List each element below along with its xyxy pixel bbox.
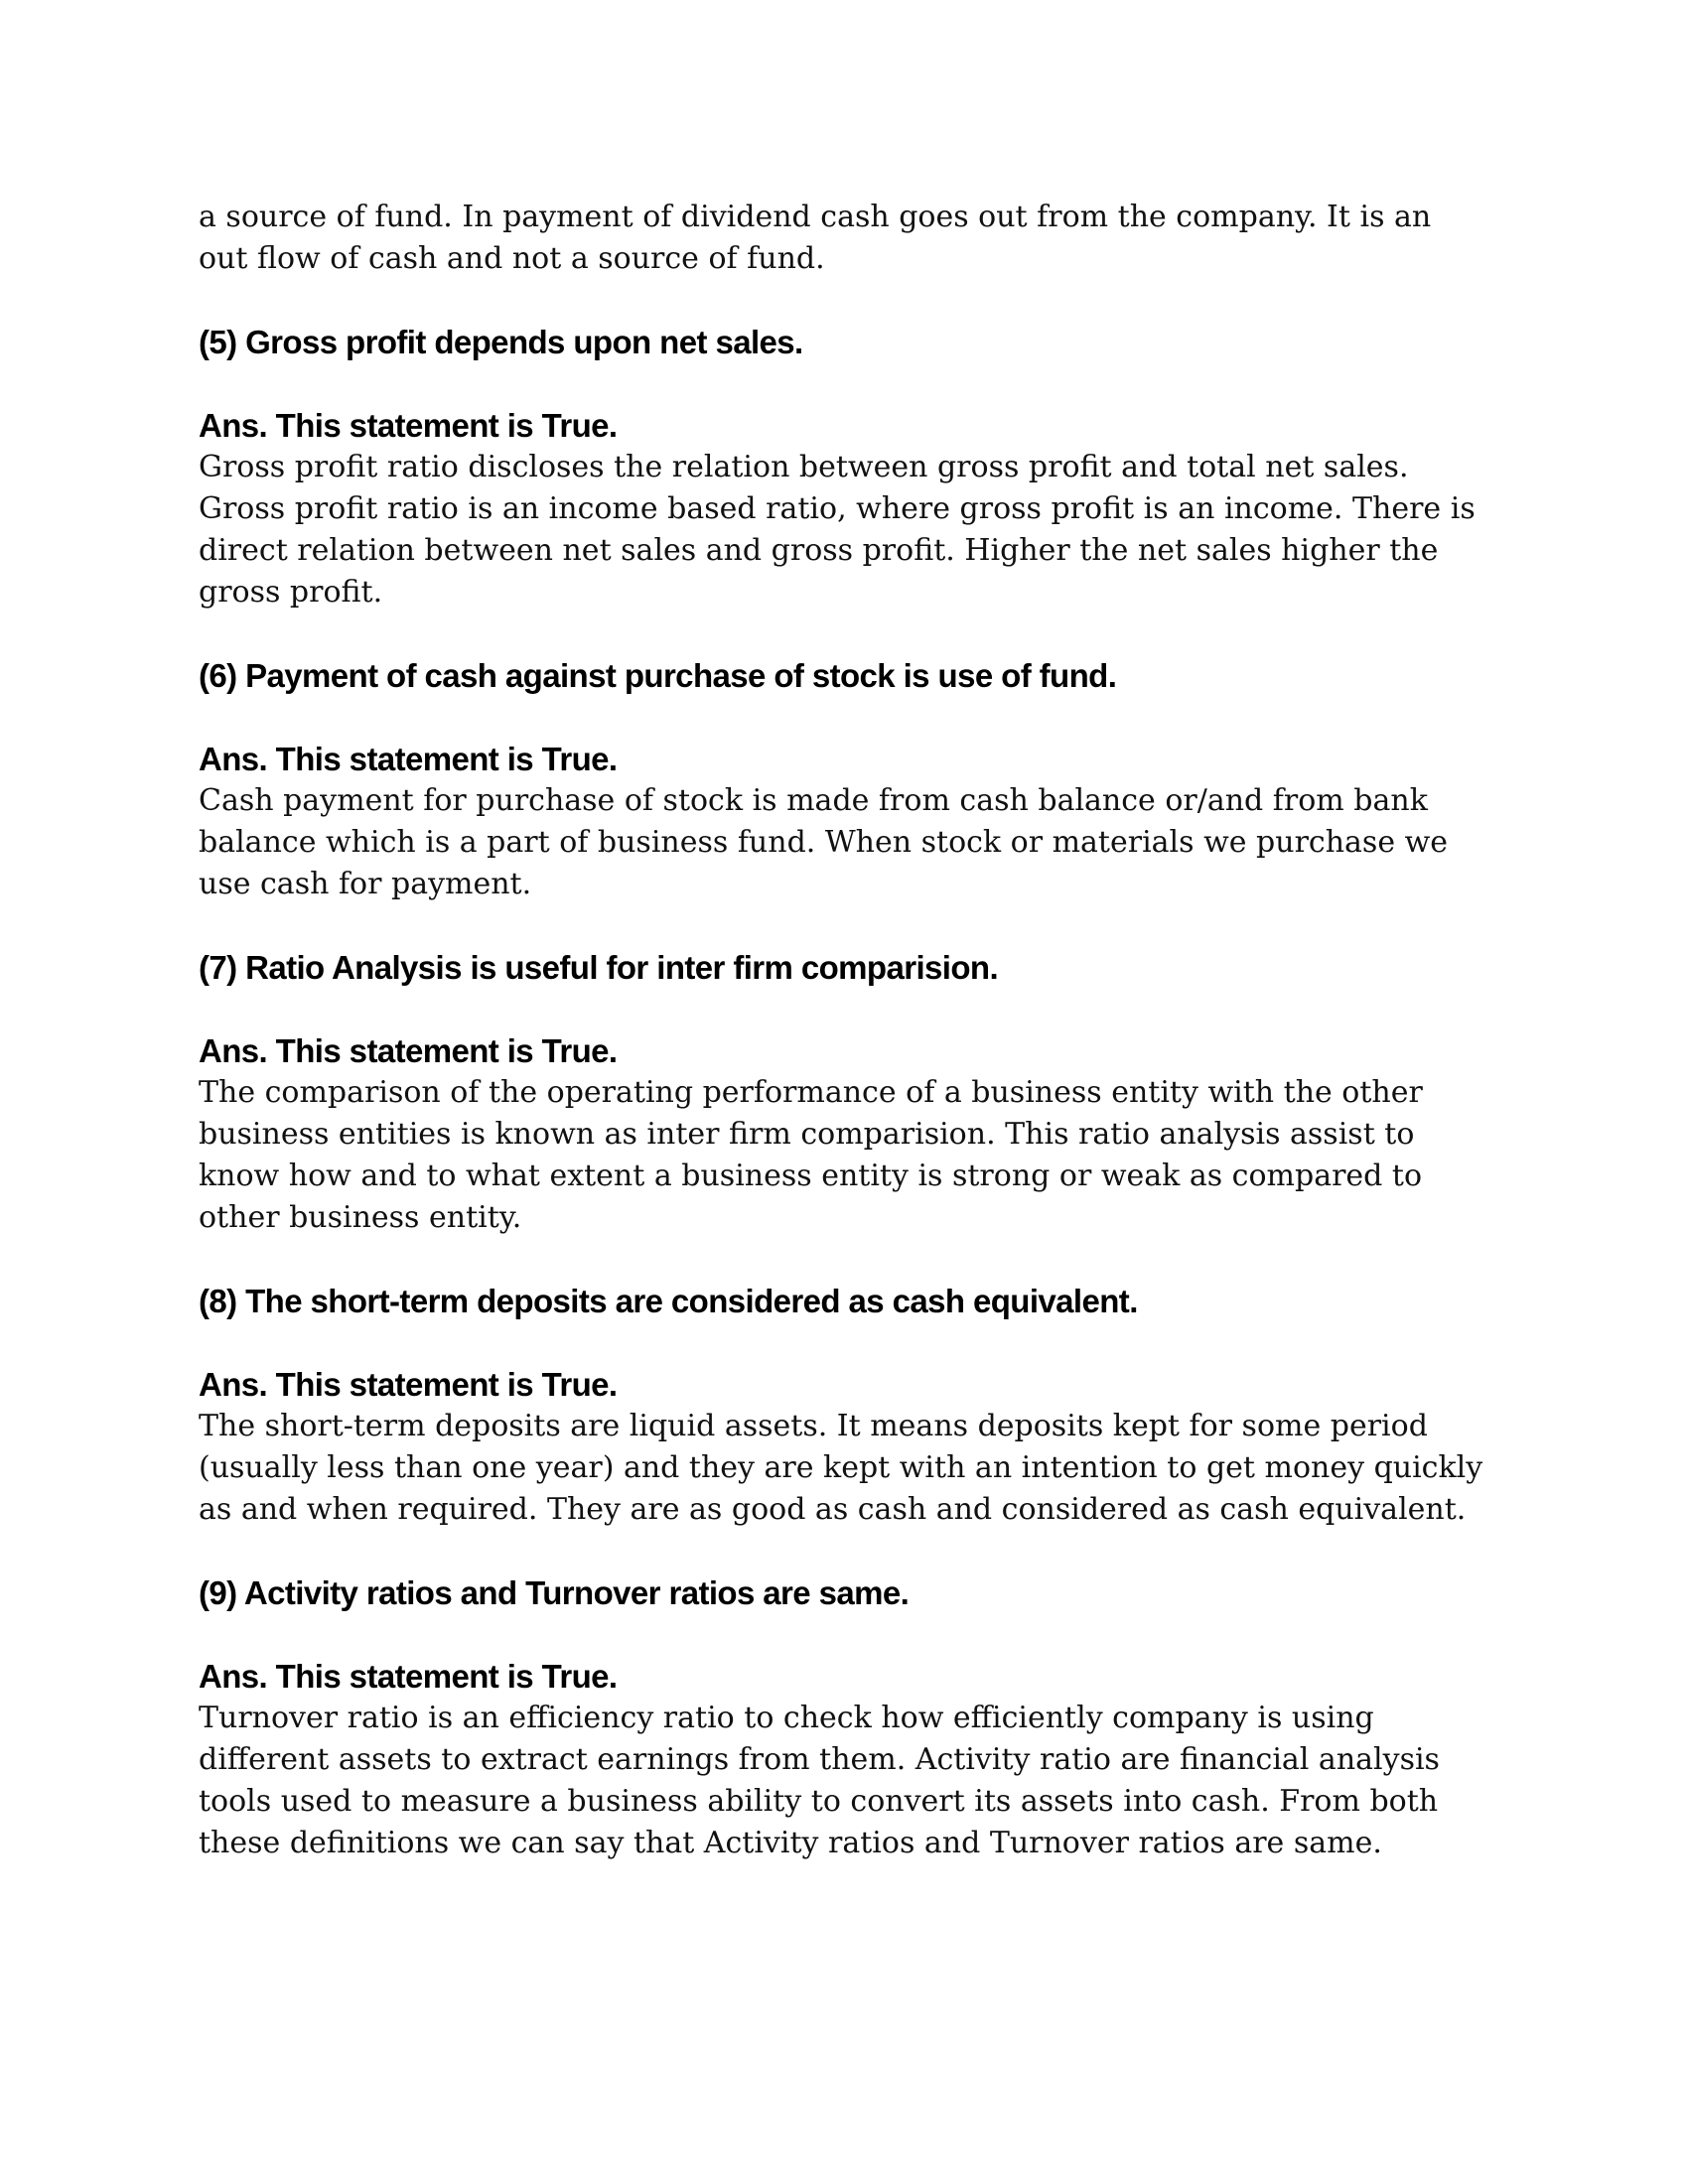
answer-heading: Ans. This statement is True.: [199, 1658, 618, 1695]
answer-body: Cash payment for purchase of stock is made from cash balance or/and from bank balance which is a part of business fund. When stock or materials we purchase we use cash for payment.: [199, 783, 1449, 901]
answer-body: Gross profit ratio discloses the relation between gross profit and total net sales. Gross profit ratio is an income based ratio, where gross profit is an income. There is direct relation between net sales and gross profit. Higher the net sales higher the gross profit.: [199, 450, 1476, 610]
answer-heading: Ans. This statement is True.: [199, 407, 618, 444]
answer-heading: Ans. This statement is True.: [199, 741, 618, 777]
qa-item-5: [199, 322, 1489, 614]
document-page: [199, 197, 1489, 1864]
qa-item-6: [199, 655, 1489, 905]
question-heading: (6) Payment of cash against purchase of stock is use of fund.: [199, 657, 1117, 694]
question-heading: (9) Activity ratios and Turnover ratios are same.: [199, 1574, 910, 1611]
question-heading: (5) Gross profit depends upon net sales.: [199, 324, 803, 360]
qa-item-9: [199, 1572, 1489, 1864]
answer-heading: Ans. This statement is True.: [199, 1032, 618, 1069]
answer-body: Turnover ratio is an efficiency ratio to check how efficiently company is using different assets to extract earnings from them. Activity ratio are financial analysis tools used to measure a business ability to convert its assets into cash. From both these definitions we can say that Activity ratios and Turnover ratios are same.: [199, 1701, 1440, 1860]
answer-body: The short-term deposits are liquid assets. It means deposits kept for some period (usually less than one year) and they are kept with an intention to get money quickly as and when required. They are as good as cash and considered as cash equivalent.: [199, 1409, 1483, 1527]
question-heading: (8) The short-term deposits are considered as cash equivalent.: [199, 1283, 1138, 1319]
intro-paragraph: a source of fund. In payment of dividend cash goes out from the company. It is an out flow of cash and not a source of fund.: [199, 200, 1432, 276]
qa-item-8: [199, 1281, 1489, 1531]
question-heading: (7) Ratio Analysis is useful for inter firm comparision.: [199, 949, 999, 986]
answer-body: The comparison of the operating performance of a business entity with the other business entities is known as inter firm comparision. This ratio analysis assist to know how and to what extent a business entity is strong or weak as compared to other business entity.: [199, 1075, 1423, 1235]
qa-item-7: [199, 947, 1489, 1239]
answer-heading: Ans. This statement is True.: [199, 1366, 618, 1403]
